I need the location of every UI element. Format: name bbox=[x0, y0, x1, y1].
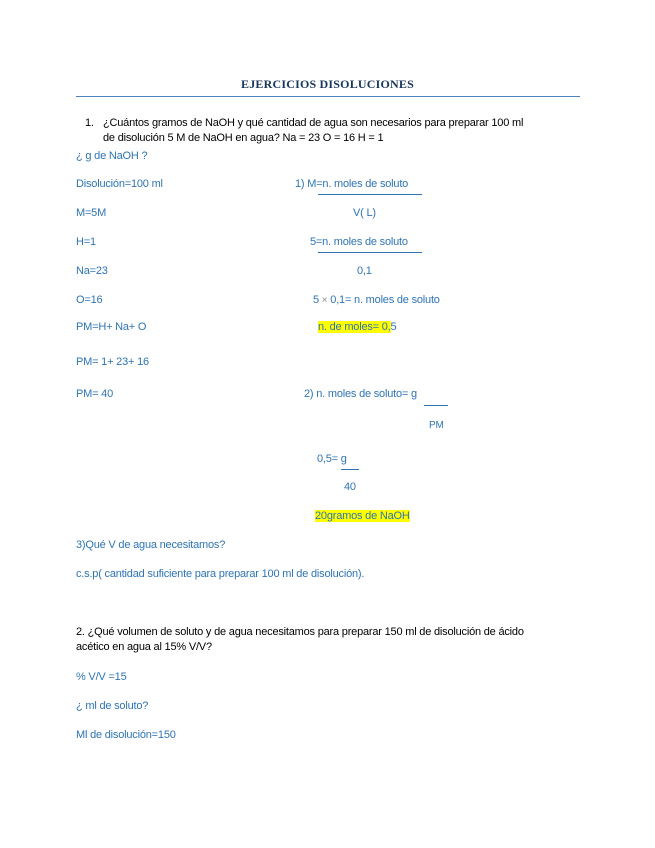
data-item: PM= 40 bbox=[76, 388, 114, 400]
ask-grams-naoh: ¿ g de NaOH ? bbox=[76, 150, 148, 162]
data-item: M=5M bbox=[76, 207, 107, 219]
moles-grams-formula-numerator: 2) n. moles de soluto= g bbox=[304, 388, 417, 400]
molarity-formula-denominator: V( L) bbox=[353, 207, 376, 219]
data-item: H=1 bbox=[76, 236, 96, 248]
moles-grams-formula-denominator: PM bbox=[429, 420, 444, 431]
csp-note: c.s.p( cantidad suficiente para preparar 100 ml de disolución). bbox=[76, 568, 365, 580]
q2-data-item: ¿ ml de soluto? bbox=[76, 700, 149, 712]
question-2-line-1: 2. ¿Qué volumen de soluto y de agua necesitamos para preparar 150 ml de disolución de ácido bbox=[76, 626, 524, 638]
moles-result-highlight: n. de moles= 0, bbox=[318, 321, 391, 333]
product-right: 0,1= n. moles de soluto bbox=[330, 294, 440, 306]
grams-result-highlight: 20gramos de NaOH bbox=[315, 510, 410, 522]
q2-data-item: % V/V =15 bbox=[76, 671, 127, 683]
fraction-bar bbox=[318, 252, 422, 253]
fraction-bar bbox=[424, 405, 448, 406]
document-title: EJERCICIOS DISOLUCIONES bbox=[241, 77, 414, 91]
data-item: PM=H+ Na+ O bbox=[76, 321, 147, 333]
substitution-numerator: 5=n. moles de soluto bbox=[310, 236, 408, 248]
multiply-icon: × bbox=[321, 295, 328, 306]
product-left: 5 bbox=[313, 294, 319, 306]
moles-result bbox=[318, 321, 396, 333]
data-item: Na=23 bbox=[76, 265, 108, 277]
product-equation bbox=[313, 294, 440, 306]
moles-result-tail: 5 bbox=[390, 321, 397, 333]
q2-data-item: Ml de disolución=150 bbox=[76, 729, 176, 741]
question-2-line-2: acético en agua al 15% V/V? bbox=[76, 641, 212, 653]
substitution-denominator: 0,1 bbox=[357, 265, 372, 277]
title-underline bbox=[76, 96, 580, 97]
question-1-number: 1. bbox=[85, 117, 94, 129]
fraction-bar bbox=[318, 194, 422, 195]
data-item: O=16 bbox=[76, 294, 103, 306]
data-item: PM= 1+ 23+ 16 bbox=[76, 356, 149, 368]
grams-equation-denominator: 40 bbox=[344, 481, 356, 493]
grams-equation-numerator: 0,5= g bbox=[317, 453, 347, 465]
water-question: 3)Qué V de agua necesitamos? bbox=[76, 539, 226, 551]
question-1-line-1: ¿Cuántos gramos de NaOH y qué cantidad de agua son necesarios para preparar 100 ml bbox=[103, 117, 524, 129]
grams-result bbox=[315, 510, 410, 522]
fraction-bar bbox=[341, 469, 359, 470]
data-item: Disolución=100 ml bbox=[76, 178, 163, 190]
molarity-formula-numerator: 1) M=n. moles de soluto bbox=[295, 178, 409, 190]
question-1-line-2: de disolución 5 M de NaOH en agua? Na = 23 O = 16 H = 1 bbox=[103, 132, 384, 144]
